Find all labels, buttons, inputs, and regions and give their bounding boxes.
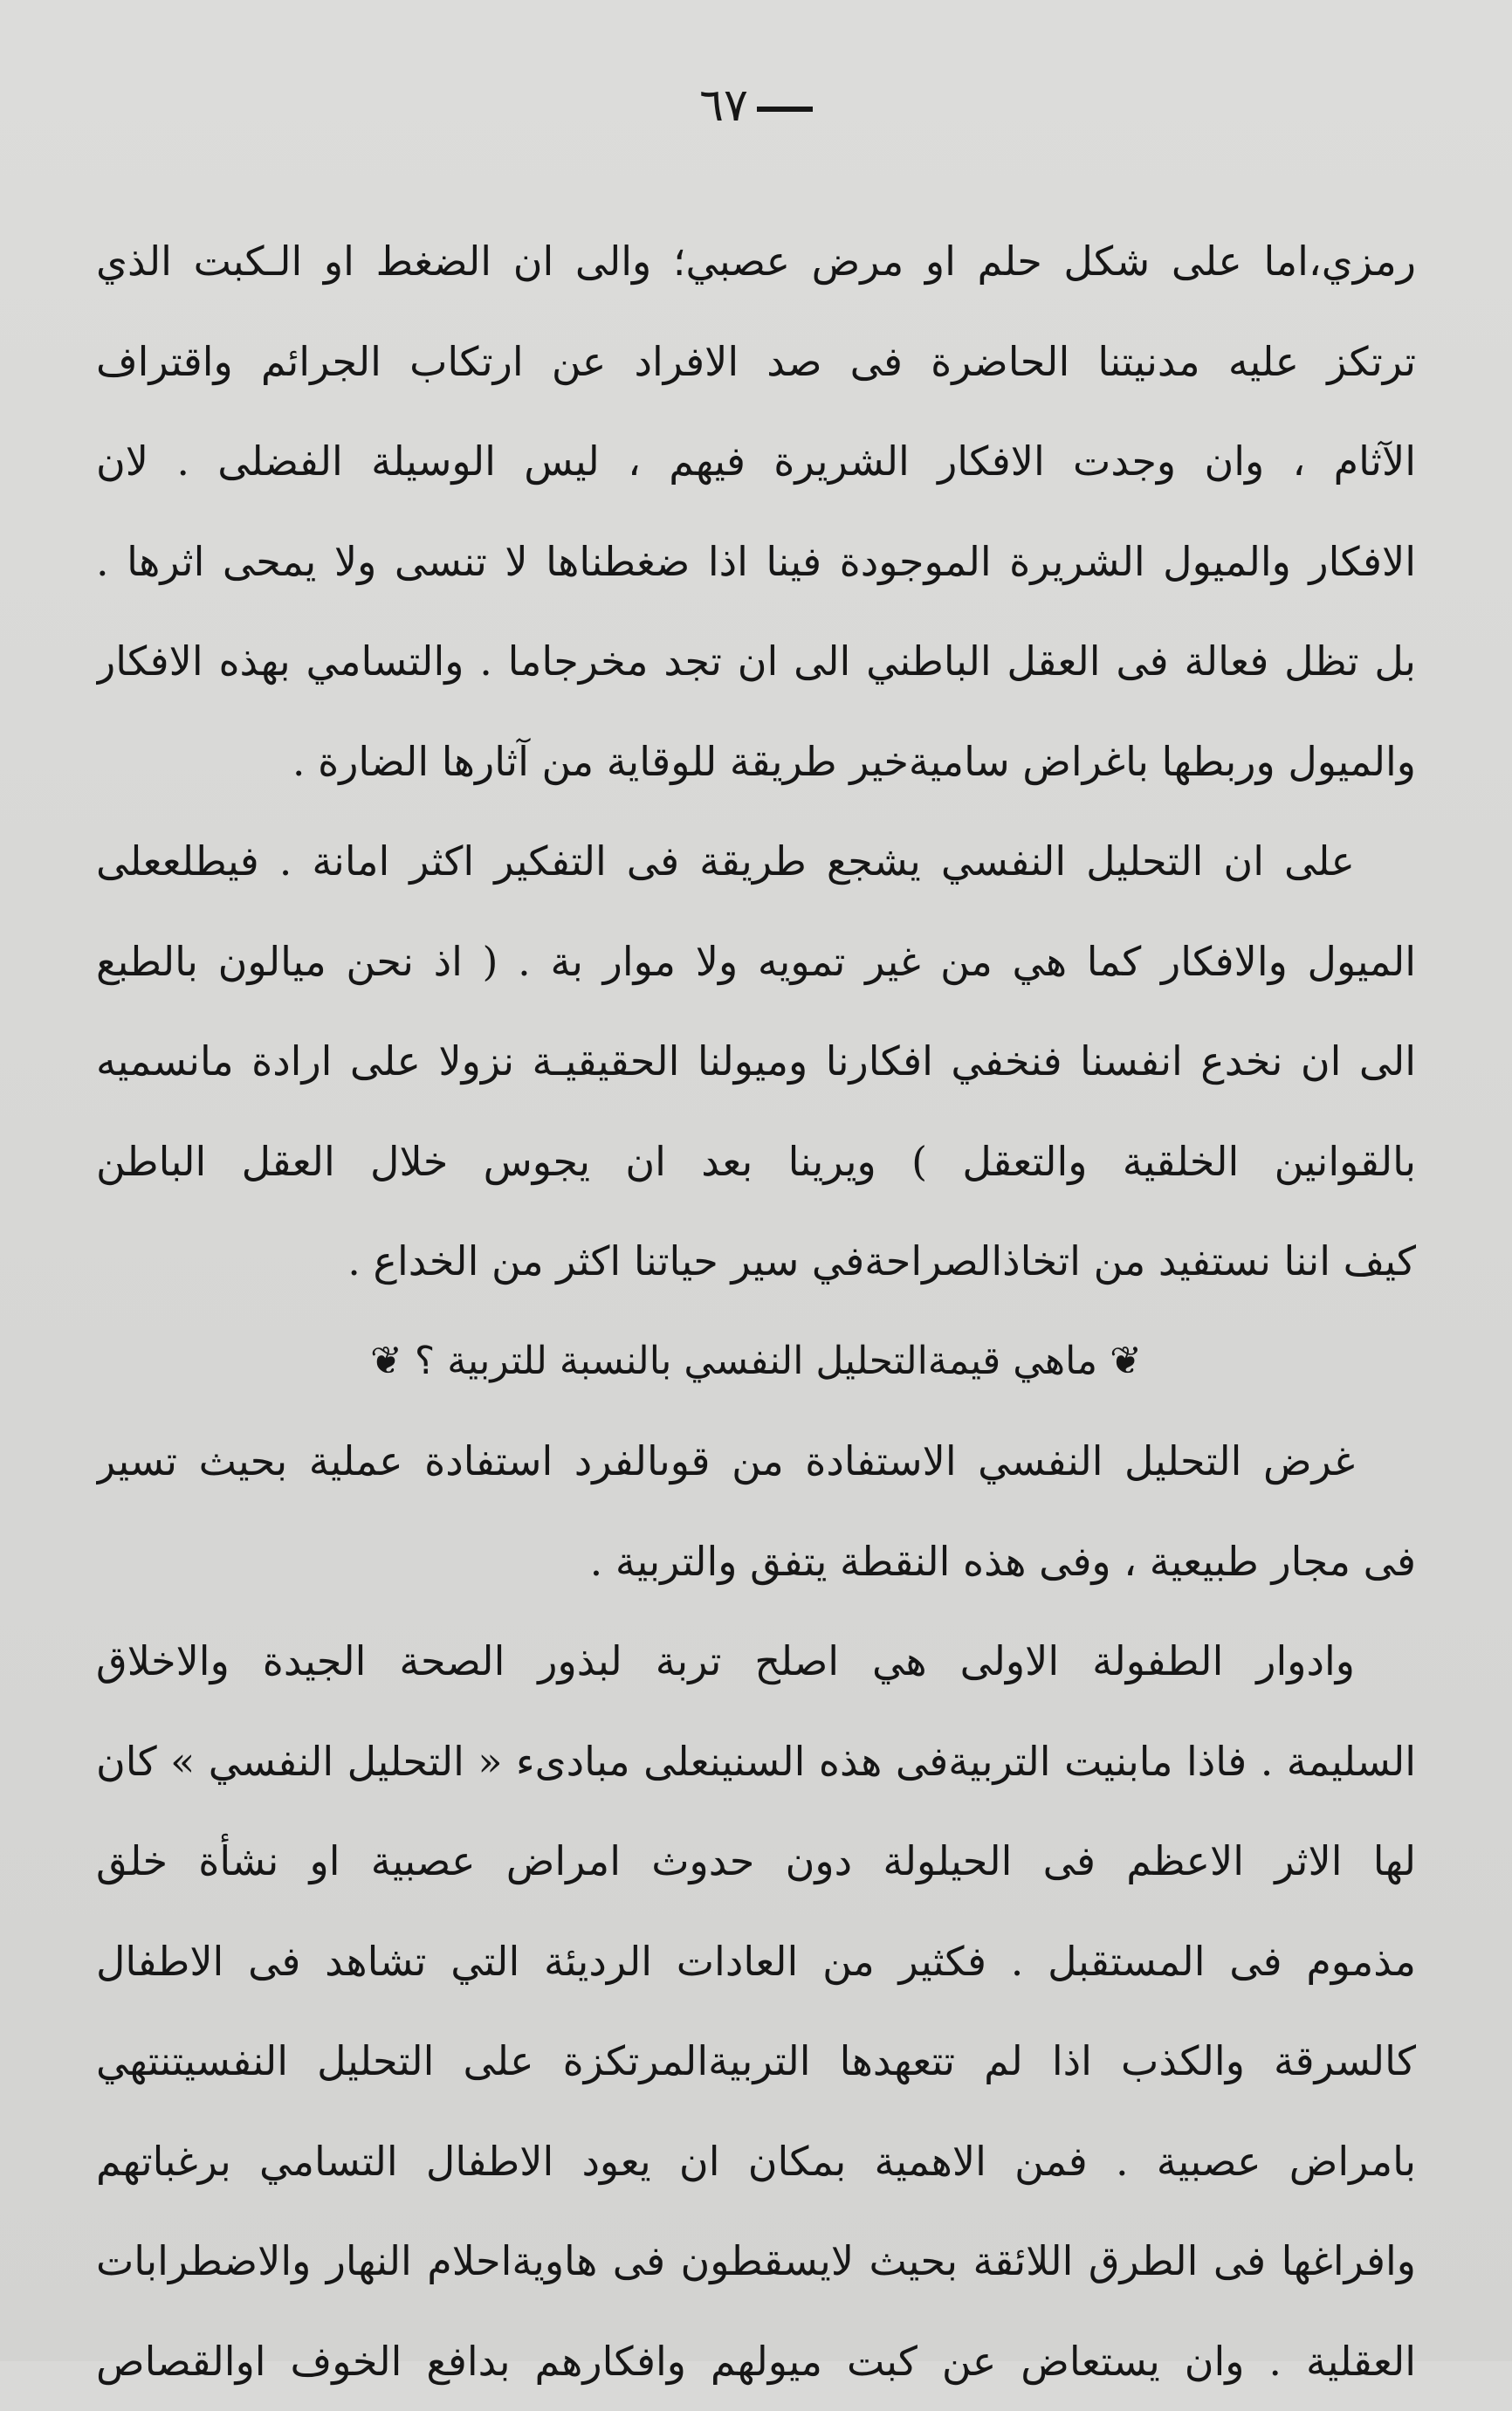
text-line: فى مجار طبيعية ، وفى هذه النقطة يتفق والتربية . [96, 1512, 1416, 1612]
text-line: بل تظل فعالة فى العقل الباطني الى ان تجد مخرجاما . والتسامي بهذه الافكار [96, 611, 1416, 712]
text-line: الميول والافكار كما هي من غير تمويه ولا موار بة . ( اذ نحن ميالون بالطبع [96, 912, 1416, 1012]
text-line: الآثام ، وان وجدت الافكار الشريرة فيهم ، ليس الوسيلة الفضلى . لان [96, 411, 1416, 512]
text-line: السليمة . فاذا مابنيت التربيةفى هذه السنينعلى مبادىء « التحليل النفسي » كان [96, 1712, 1416, 1812]
text-line: وادوار الطفولة الاولى هي اصلح تربة لبذور الصحة الجيدة والاخلاق [96, 1611, 1416, 1712]
text-line: رمزي،اما على شكل حلم او مرض عصبي؛ والى ان الضغط او الـكبت الذي [96, 211, 1416, 312]
text-line: لها الاثر الاعظم فى الحيلولة دون حدوث امراض عصبية او نشأة خلق [96, 1811, 1416, 1912]
ornament-right-icon: ❦ [1110, 1312, 1142, 1412]
text-line: ترتكز عليه مدنيتنا الحاضرة فى صد الافراد عن ارتكاب الجرائم واقتراف [96, 312, 1416, 412]
text-line: كيف اننا نستفيد من اتخاذالصراحةفي سير حياتنا اكثر من الخداع . [96, 1211, 1416, 1312]
text-line: بامراض عصبية . فمن الاهمية بمكان ان يعود الاطفال التسامي برغباتهم [96, 2111, 1416, 2212]
text-line: على ان التحليل النفسي يشجع طريقة فى التفكير اكثر امانة . فيطلععلى [96, 811, 1416, 912]
page-number-text: ٦٧ [699, 79, 748, 132]
text-line: الى ان نخدع انفسنا فنخفي افكارنا وميولنا الحقيقيـة نزولا على ارادة مانسميه [96, 1011, 1416, 1112]
section-heading-text: ماهي قيمةالتحليل النفسي بالنسبة للتربية ؟ [415, 1339, 1097, 1383]
text-line: والميول وربطها باغراض ساميةخير طريقة للوقاية من آثارها الضارة . [96, 712, 1416, 812]
page-number-dash [757, 107, 813, 112]
text-line: كالسرقة والكذب اذا لم تتعهدها التربيةالمرتكزة على التحليل النفسيتنتهي [96, 2011, 1416, 2111]
text-line: مذموم فى المستقبل . فكثير من العادات الرديئة التي تشاهد فى الاطفال [96, 1912, 1416, 2012]
text-line: وافراغها فى الطرق اللائقة بحيث لايسقطون فى هاويةاحلام النهار والاضطرابات [96, 2211, 1416, 2311]
page-number [0, 83, 1512, 128]
text-line: غرض التحليل النفسي الاستفادة من قوىالفرد استفادة عملية بحيث تسير [96, 1411, 1416, 1512]
section-heading [96, 1312, 1416, 1412]
text-line: بالقوانين الخلقية والتعقل ) ويرينا بعد ان يجوس خلال العقل الباطن [96, 1112, 1416, 1212]
text-line: الافكار والميول الشريرة الموجودة فينا اذا ضغطناها لا تنسى ولا يمحى اثرها . [96, 512, 1416, 612]
page-body [96, 211, 1416, 2411]
text-line: العقلية . وان يستعاض عن كبت ميولهم وافكارهم بدافع الخوف اوالقصاص [96, 2311, 1416, 2411]
ornament-left-icon: ❦ [370, 1312, 402, 1412]
